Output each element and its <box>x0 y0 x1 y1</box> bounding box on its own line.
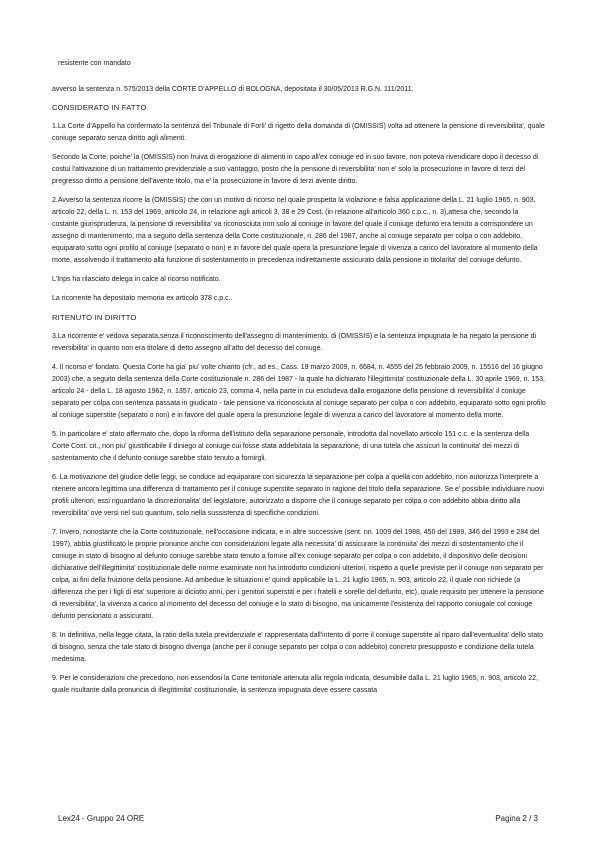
paragraph: 6. La motivazione del giudice delle leggi, se conduce ad equiparare con sicurezza la separazione per colpa a quella con addebito, non autorizza l'interprete a ritenere ancora legittima una differenza di trattamento per il coniuge superstite separato in ragione del titolo della separazione. Se e' possibile individuare nuovi profili ulteriori, essi riguardano la discrezionalita' del legislatore, autorizzato a disporre che il coniuge separato per colpa o con addebito abbia diritto alla reversibilita' ove versi nel suo quantum, solo nella sussistenza di specifiche condizioni. <box>52 474 544 517</box>
paragraph: La ricorrente ha depositato memoria ex articolo 378 c.p.c.. <box>52 295 233 302</box>
paragraph: Secondo la Corte, poiche' la (OMISSIS) non fruiva di erogazione di alimenti in capo all'ex coniuge ed in suo favore, non poteva rivendicare dopo il decesso di costui l'attivazione di un trattamento previdenziale a suo vantaggio, posto che la pensione di reversibilita' non e' solo la prosecuzione in favore di terzi del pregresso diritto a pensione dell'avente titolo, ma e' la prosecuzione in favore di terzi avente diritto. <box>52 154 539 185</box>
paragraph: 7. Invero, nonostante che la Corte costituzionale, nell'occasione indicata, e in altre successive (sent. nn. 1009 del 1988, 450 del 1989, 346 del 1993 e 284 del 1997), abbia giustificato le proprie pronunce anche con considerazioni legate alla necessita' di assicurare la continuita' dei mezzi di sostentamento che il coniuge in stato di bisogno al defunto coniuge sarebbe stato tenuto a fornire all'ex coniuge separato per colpa o con addebito, il dispositivo delle decisioni dichiarative dell'illegittimita' costituzionale delle norme esaminate non ha introdotto condizioni ulteriori, rispetto a quelle previste per il coniuge non separato per colpa, ai fini della fruizione della pensione. Ad ambedue le situazioni e' quindi applicabile la L. 21 luglio 1965, n. 903, articolo 22, il quale non richiede (a differenza che per i figli di eta' superiore ai diciotto anni, per i genitori superstiti e per i fratelli e sorelle del defunto, etc), quale requisito per ottenere la pensione di reversibilita', la vivenza a carico al momento del decesso del coniuge e lo stato di bisogno, ma unicamente l'esistenza del rapporto coniugale col coniuge defunto pensionato o assicurato. <box>52 529 544 620</box>
page-number: Pagina 2 / 3 <box>495 814 538 823</box>
footer-source: Lex24 - Gruppo 24 ORE <box>58 814 145 823</box>
section-considerato-in-fatto <box>52 102 546 305</box>
paragraph: 5. In particolare e' stato affermato che, dopo la riforma dell'istituto della separazione personale, introdotta dal novellato articolo 151 c.c. e la sentenza della Corte Cost. cit., non piu' giustificabile il diniego al coniuge cui fosse stata addebitata la separazione, di una tutela che assicuri la continuita' dei mezzi di sostentamento che il defunto coniuge sarebbe stato tenuto a fornirgli. <box>52 431 530 462</box>
paragraph: 8. In definitiva, nella legge citata, la ratio della tutela previdenziale e' rappresentata dall'intento di porre il coniuge superstite al riparo dall'eventualita' dello stato di bisogno, senza che tale stato di bisogno divenga (anche per il coniuge separato per colpa o con addebito) concreto presupposto e condizione della tutela medesima. <box>52 632 543 663</box>
paragraph: L'Inps ha rilasciato delega in calce al ricorso notificato. <box>52 276 221 283</box>
paragraph: 1.La Corte d'Appello ha confermato la sentenza del Tribunale di Forli' di rigetto della domanda di (OMISSIS) volta ad ottenere la pensione di reversibilita', quale coniuge separato senza diritto agli alimenti. <box>52 123 545 142</box>
section-heading: CONSIDERATO IN FATTO <box>52 103 147 112</box>
appeal-reference-line: avverso la sentenza n. 575/2013 della CORTE D'APPELLO di BOLOGNA, depositata il 30/05/2013 R.G.N. 111/2011. <box>52 86 414 93</box>
paragraph: 2.Avverso la sentenza ricorre la (OMISSIS) che con un motivo di ricorso nel quale prospetta la violazione e falsa applicazione della L. 21 luglio 1965, n. 903, articolo 22, della L. n. 153 del 1969, articolo 24, in relazione agli articoli 3, 38 e 29 Cost. (in relazione all'articolo 360 c.p.c., n. 3),attesa che, secondo la costante giurisprudenza, la pensione di reversibilita' va riconosciuta non solo al coniuge in favore del quale il coniuge defunto era tenuto a corrispondere un assegno di mantenimento, ma a seguito della sentenza della Corte costituzionale, n. 286 del 1987, anche al coniuge separato per colpa o con addebito, equiparato sotto ogni profilo al coniuge (separato o non) e in favore del quale opera la presunzione legale di vivenza a carico del lavoratore al momento della morte, assolvendo il trattamento alla funzione di sostentamento in precedenza indirettamente assicurato dalla pensione in titolarita' del coniuge defunto. <box>52 197 538 264</box>
intro-line: resistente con mandato <box>58 60 131 67</box>
paragraph: 4. Il ricorso e' fondato. Questa Corte ha gia' piu' volte chiarito (cfr., ad es., Cass. 19 marzo 2009, n. 6684, n. 4555 del 25 febbraio 2009, n. 15516 del 16 giugno 2003) che, a seguito della sentenza della Corte costituzionale n. 286 del 1987 - la quale ha dichiarato l'illegittimita' costituzionale della L. 30 aprile 1969, n. 153, articolo 24 - della L. 18 agosto 1962, n. 1357, articolo 23, comma 4, nella parte in cui escludeva dalla erogazione della pensione di reversibilita' il coniuge separato per colpa con sentenza passata in giudicato - tale pensione va riconosciuta al coniuge separato per colpa o con addebito, equiparato sotto ogni profilo al coniuge superstite (separato o non) e in favore del quale opera la presunzione legale di vivenza a carico del lavoratore al momento della morte. <box>52 364 546 419</box>
document-body <box>52 58 546 806</box>
paragraph: 9. Per le considerazioni che precedono, non essendosi la Corte territoriale attenuta alla regola indicata, desumibile dalla L. 21 luglio 1965, n. 903, articolo 22, quale risultante dalla pronuncia di illegittimita' costituzionale, la sentenza impugnata deve essere cassata <box>52 675 539 694</box>
section-ritenuto-in-diritto <box>52 312 546 697</box>
section-heading: RITENUTO IN DIRITTO <box>52 313 137 322</box>
paragraph: 3.La ricorrente e' vedova separata,senza il riconoscimento dell'assegno di mantenimento, di (OMISSIS) e la sentenza impugnata le ha negato la pensione di reversibilita' in quanto non era titolare di detto assegno all'atto del decesso del coniuge. <box>52 333 537 352</box>
page-footer <box>58 814 538 823</box>
